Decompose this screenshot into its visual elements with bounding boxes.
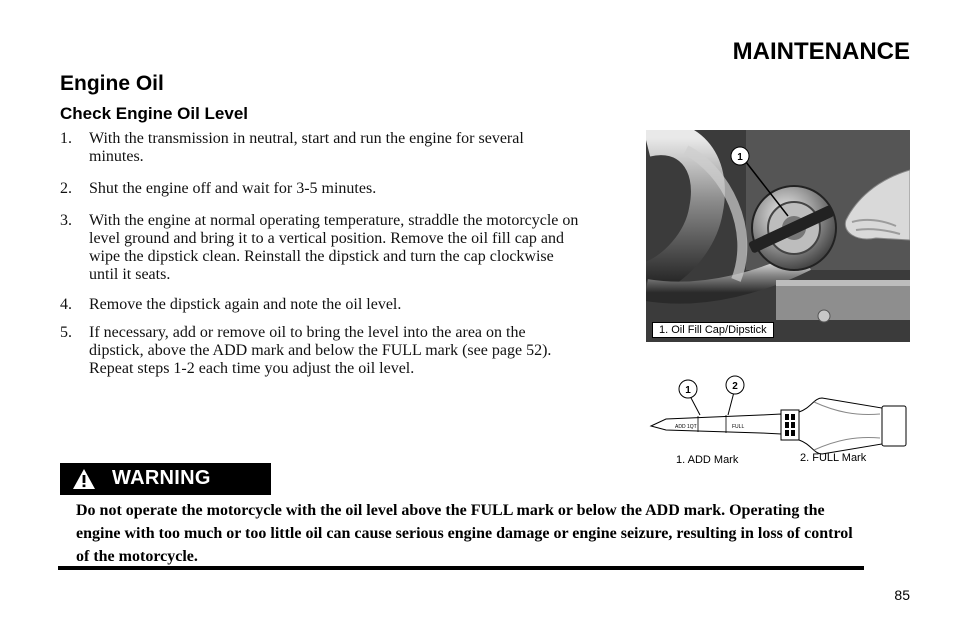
step-number: 2. [60, 180, 72, 197]
full-mark-text: FULL [732, 424, 745, 430]
step-text: Shut the engine off and wait for 3-5 minutes. [89, 180, 377, 197]
diagram-callout-2: 2 [732, 381, 738, 392]
step-text: With the transmission in neutral, start and run the engine for several minutes. [89, 130, 524, 165]
warning-triangle-icon [72, 468, 96, 490]
step-item [60, 212, 580, 284]
step-text: With the engine at normal operating temperature, straddle the motorcycle on level ground and bring it to a vertical position. Remove the oil fill cap and wipe the dipstick clean. Reinstall the dipstick and turn the cap clockwise until it seats. [89, 212, 579, 283]
step-number: 1. [60, 130, 72, 147]
add-mark-text: ADD 1QT [675, 424, 697, 430]
diagram-caption-add: 1. ADD Mark [676, 454, 739, 466]
step-item [60, 324, 580, 378]
photo-callout-1: 1 [737, 152, 743, 163]
engine-photo [646, 130, 910, 342]
section-title: MAINTENANCE [732, 38, 910, 65]
diagram-callout-1: 1 [685, 385, 691, 396]
diagram-caption-full: 2. FULL Mark [800, 452, 867, 464]
step-item [60, 180, 580, 198]
step-number: 4. [60, 296, 72, 313]
dipstick-diagram [646, 372, 910, 472]
step-item [60, 296, 580, 314]
step-text: Remove the dipstick again and note the oil level. [89, 296, 402, 313]
warning-text: Do not operate the motorcycle with the oil level above the FULL mark or below the ADD mark. Operating the engine with too much or too little oil can cause serious engine damage or engine seizure, resulting in loss of control of the motorcycle. [76, 502, 853, 565]
step-item [60, 130, 580, 166]
page-heading: Engine Oil [60, 72, 164, 95]
warning-label: WARNING [112, 467, 211, 489]
subheading: Check Engine Oil Level [60, 104, 249, 123]
warning-banner [60, 463, 271, 495]
step-text: If necessary, add or remove oil to bring the level into the area on the dipstick, above the ADD mark and below the FULL mark (see page 52). Repeat steps 1-2 each time you adjust the oil level. [89, 324, 552, 377]
page-number: 85 [894, 587, 910, 603]
dipstick-illustration [646, 372, 910, 456]
step-number: 3. [60, 212, 72, 229]
engine-photo-illustration [646, 130, 910, 342]
photo-caption: 1. Oil Fill Cap/Dipstick [652, 322, 774, 338]
divider-rule [58, 566, 864, 570]
step-number: 5. [60, 324, 72, 341]
